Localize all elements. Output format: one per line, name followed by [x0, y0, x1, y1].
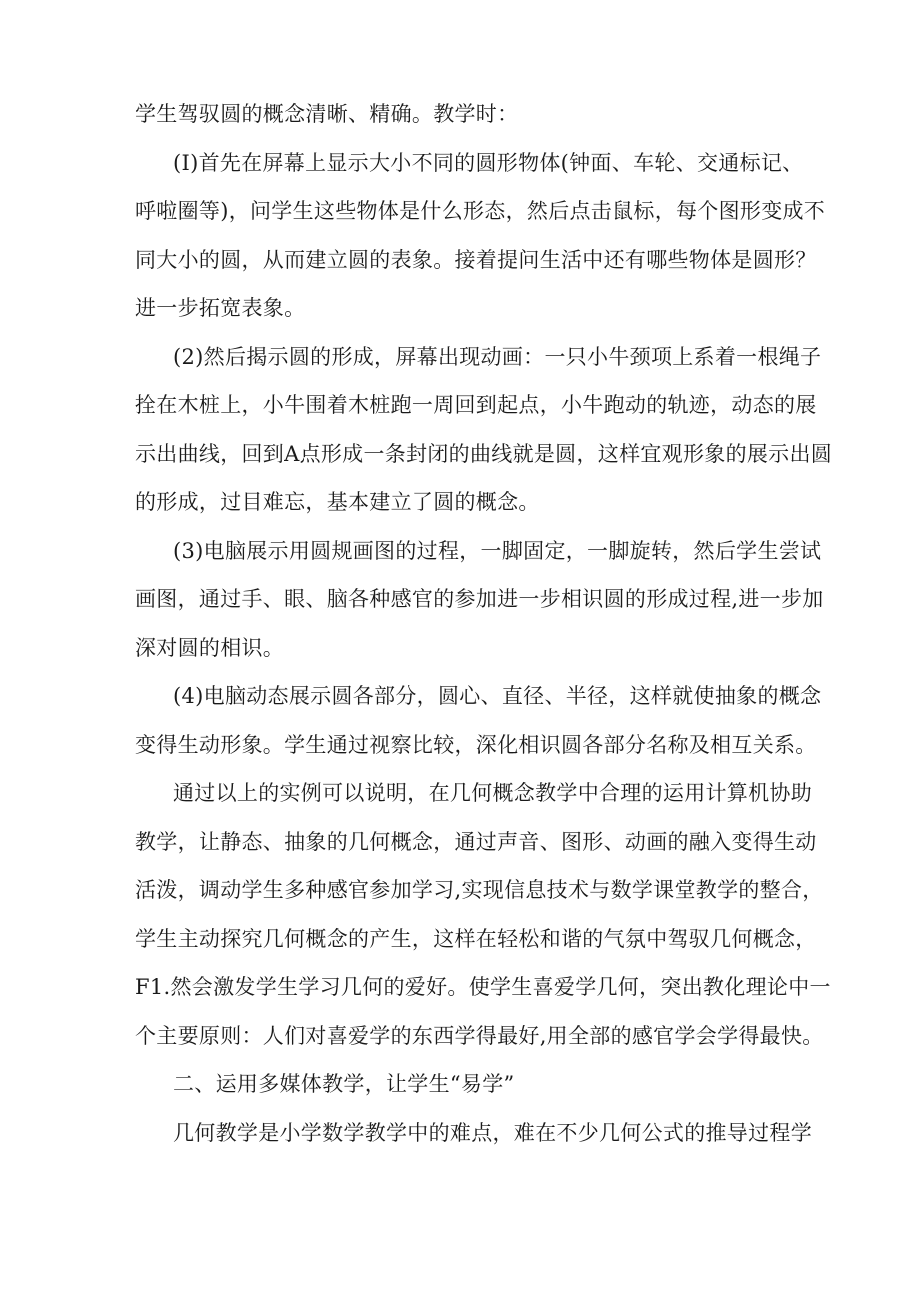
text-line: 活泼，调动学生多种感官参加学习,实现信息技术与数学课堂教学的整合，: [135, 878, 824, 902]
text-line: 示出曲线，回到A点形成一条封闭的曲线就是圆，这样宜观形象的展示出圆: [135, 441, 833, 466]
text-line: 个主要原则：人们对喜爱学的东西学得最好,用全部的感官学会学得最快。: [135, 1023, 824, 1048]
text-line: (4)电脑动态展示圆各部分，圆心、直径、半径，这样就使抽象的概念: [173, 684, 822, 708]
text-line: 变得生动形象。学生通过视察比较，深化相识圆各部分名称及相互关系。: [135, 732, 817, 757]
text-line: 进一步拓宽表象。: [135, 296, 306, 320]
text-line: (I)首先在屏幕上显示大小不同的圆形物体(钟面、车轮、交通标记、: [173, 150, 804, 175]
text-line: 同大小的圆，从而建立圆的表象。接着提问生活中还有哪些物体是圆形？: [135, 247, 817, 272]
text-line: 拴在木桩上，小牛围着木桩跑一周回到起点，小牛跑动的轨迹，动态的展: [135, 393, 817, 417]
document-body: [135, 90, 833, 1157]
text-line: 学生驾驭圆的概念清晰、精确。教学时：: [135, 102, 519, 126]
text-line: (2)然后揭示圆的形成，屏幕出现动画：一只小牛颈项上系着一根绳子: [173, 344, 822, 369]
text-line: 教学，让静态、抽象的几何概念，通过声音、图形、动画的融入变得生动: [135, 829, 817, 854]
text-line: 学生主动探究几何概念的产生，这样在轻松和谐的气氛中驾驭几何概念，: [135, 926, 817, 951]
text-line: (3)电脑展示用圆规画图的过程，一脚固定，一脚旋转，然后学生尝试: [173, 538, 822, 563]
text-line: 的形成，过目难忘，基本建立了圆的概念。: [135, 490, 540, 514]
section-heading: 二、运用多媒体教学，让学生“易学”: [173, 1072, 515, 1096]
text-line: 画图，通过手、眼、脑各种感官的参加进一步相识圆的形成过程,进一步加: [135, 587, 824, 611]
text-line: 通过以上的实例可以说明，在几何概念教学中合理的运用计算机协助: [173, 781, 812, 805]
text-line: 深对圆的相识。: [135, 635, 285, 660]
text-line: 几何教学是小学数学教学中的难点，难在不少几何公式的推导过程学: [173, 1120, 812, 1145]
text-line: F1.然会激发学生学习几何的爱好。使学生喜爱学几何，突出教化理论中一: [135, 975, 831, 999]
text-line: 呼啦圈等)，问学生这些物体是什么形态，然后点击鼠标，每个图形变成不: [135, 199, 826, 223]
